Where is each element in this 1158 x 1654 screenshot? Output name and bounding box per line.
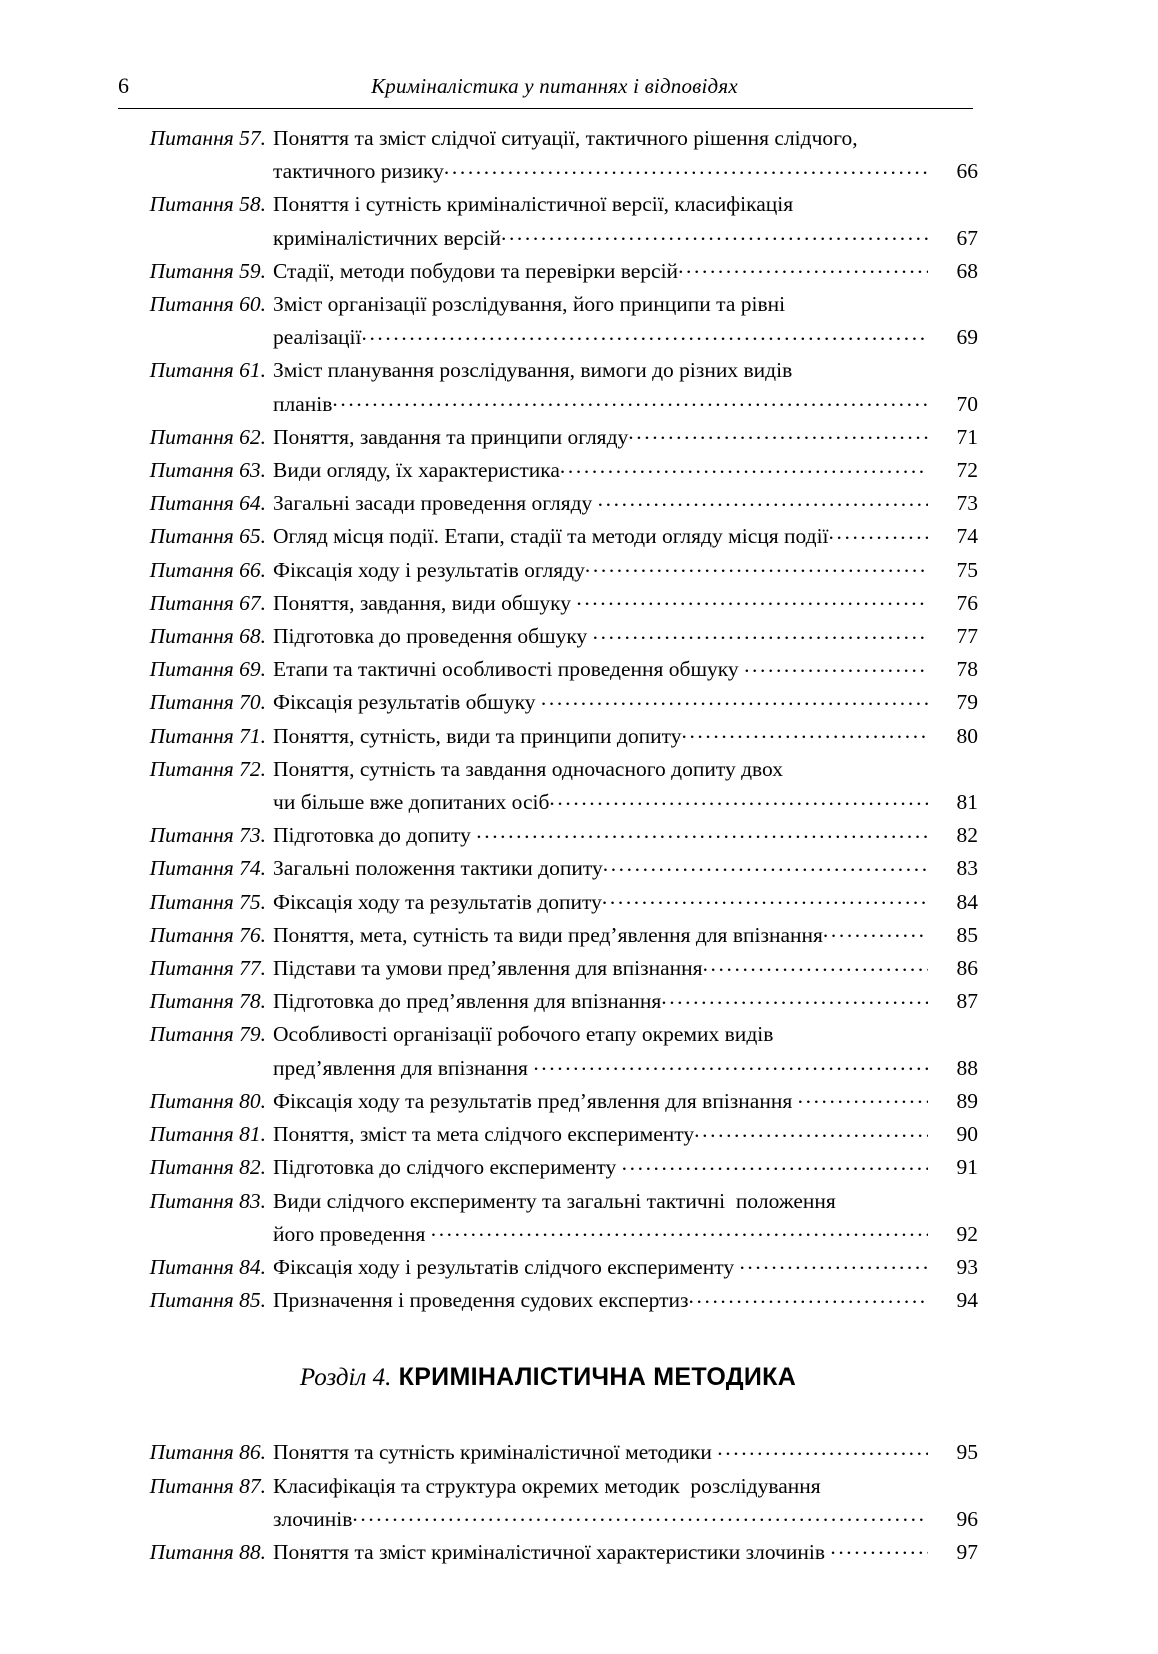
- toc-entry-page-number: 71: [956, 424, 978, 449]
- toc-entry-title: Етапи та тактичні особливості проведення обшуку: [273, 657, 745, 682]
- toc-entry-line-continuation: [118, 155, 978, 188]
- toc-entry-line-continuation: [118, 321, 978, 354]
- toc-entry-page-number: 91: [956, 1155, 978, 1180]
- toc-entry-title: Фіксація ходу та результатів допиту: [273, 889, 602, 914]
- toc-entry-label: Питання 69.: [149, 657, 266, 682]
- toc-entry-page-number: 95: [956, 1440, 978, 1465]
- toc-dot-leader: [689, 1286, 928, 1308]
- toc-entry-label: Питання 70.: [149, 690, 266, 715]
- toc-dot-leader: [585, 555, 928, 577]
- toc-entry[interactable]: [118, 421, 978, 454]
- toc-dot-leader: [798, 1086, 928, 1108]
- toc-entry[interactable]: [118, 1085, 978, 1118]
- toc-entry-line-continuation: [118, 786, 978, 819]
- toc-entry-line-continuation: [118, 1218, 978, 1251]
- toc-entry-line-first: [118, 1085, 978, 1118]
- toc-entry-title: Стадії, методи побудови та перевірки версій: [273, 258, 679, 283]
- toc-entry-line-continuation: [118, 222, 978, 255]
- toc-entry[interactable]: [118, 487, 978, 520]
- toc-entry-page-number: 87: [956, 989, 978, 1014]
- toc-entry[interactable]: [118, 188, 978, 254]
- toc-entry-title: Підготовка до пред’явлення для впізнання: [273, 989, 662, 1014]
- toc-entry-line-first: [118, 188, 978, 221]
- toc-entry-title: Поняття, зміст та мета слідчого експерименту: [273, 1122, 695, 1147]
- toc-dot-leader: [628, 422, 928, 444]
- toc-entry-label: Питання 68.: [149, 624, 266, 649]
- toc-dot-leader: [603, 854, 928, 876]
- toc-entry[interactable]: [118, 554, 978, 587]
- toc-entry-title: Види огляду, їх характеристика: [273, 458, 560, 483]
- table-of-contents: [118, 122, 978, 1569]
- toc-entry-line-first: [118, 852, 978, 885]
- toc-entry-label: Питання 73.: [149, 823, 266, 848]
- toc-entry-title: Огляд місця події. Етапи, стадії та методи огляду місця події: [273, 524, 829, 549]
- toc-entry-label: Питання 65.: [149, 524, 266, 549]
- toc-entry-title: чи більше вже допитаних осіб: [273, 790, 550, 815]
- toc-entry-label: Питання 60.: [149, 292, 266, 317]
- toc-dot-leader: [829, 522, 928, 544]
- toc-entry-label: Питання 67.: [149, 590, 266, 615]
- toc-dot-leader: [476, 821, 928, 843]
- toc-entry-page-number: 78: [956, 657, 978, 682]
- toc-entry-label: Питання 61.: [149, 358, 266, 383]
- toc-entry-line-first: [118, 454, 978, 487]
- toc-entry-line-first: [118, 1470, 978, 1503]
- toc-dot-leader: [681, 721, 928, 743]
- toc-entry-label: Питання 63.: [149, 458, 266, 483]
- toc-entry[interactable]: [118, 753, 978, 819]
- toc-entry-title: Фіксація ходу та результатів пред’явлення для впізнання: [273, 1088, 798, 1113]
- toc-entry-label: Питання 84.: [149, 1254, 266, 1279]
- toc-entry[interactable]: [118, 1018, 978, 1084]
- toc-dot-leader: [744, 655, 928, 677]
- toc-entry-title: Підстави та умови пред’явлення для впізнання: [273, 956, 703, 981]
- toc-entry-page-number: 90: [956, 1122, 978, 1147]
- toc-entry-line-first: [118, 819, 978, 852]
- toc-dot-leader: [444, 157, 928, 179]
- toc-entry-page-number: 70: [956, 391, 978, 416]
- toc-entry-line-first: [118, 620, 978, 653]
- toc-entry[interactable]: [118, 1151, 978, 1184]
- toc-dot-leader: [661, 987, 928, 1009]
- toc-entry-page-number: 97: [956, 1539, 978, 1564]
- toc-entry-title: Поняття та зміст слідчої ситуації, тактичного рішення слідчого,: [273, 126, 858, 150]
- toc-dot-leader: [622, 1153, 928, 1175]
- toc-entry-title: Загальні положення тактики допиту: [273, 856, 603, 881]
- toc-entry-label: Питання 71.: [149, 723, 266, 748]
- toc-entry-title: Особливості організації робочого етапу окремих видів: [273, 1022, 774, 1047]
- toc-dot-leader: [678, 256, 928, 278]
- chapter-heading-prefix: Розділ 4.: [299, 1364, 392, 1392]
- toc-entry[interactable]: [118, 454, 978, 487]
- toc-entry-page-number: 89: [956, 1088, 978, 1113]
- toc-entry-label: Питання 82.: [149, 1155, 266, 1180]
- toc-entry[interactable]: [118, 1436, 978, 1469]
- toc-entry-page-number: 77: [956, 624, 978, 649]
- toc-entry-line-first: [118, 753, 978, 786]
- toc-entry-page-number: 85: [956, 922, 978, 947]
- toc-entry-page-number: 83: [956, 856, 978, 881]
- toc-entry-title: його проведення: [273, 1221, 431, 1246]
- toc-entry-label: Питання 83.: [149, 1188, 266, 1213]
- toc-entry-title: Поняття і сутність криміналістичної версії, класифікація: [273, 192, 794, 217]
- toc-entry[interactable]: [118, 952, 978, 985]
- toc-entry-title: Види слідчого експерименту та загальні тактичні положення: [273, 1188, 836, 1213]
- toc-entry-label: Питання 76.: [149, 922, 266, 947]
- toc-dot-leader: [593, 622, 928, 644]
- toc-entry-page-number: 96: [956, 1506, 978, 1531]
- toc-entry-label: Питання 81.: [149, 1122, 266, 1147]
- toc-entry[interactable]: [118, 985, 978, 1018]
- toc-entry[interactable]: [118, 1185, 978, 1251]
- toc-entry-title: Поняття та сутність криміналістичної методики: [273, 1440, 718, 1465]
- toc-entry-label: Питання 66.: [149, 557, 266, 582]
- toc-entry-label: Питання 87.: [149, 1473, 266, 1498]
- toc-entry-line-continuation: [118, 1503, 978, 1536]
- toc-dot-leader: [332, 389, 928, 411]
- toc-entry-line-first: [118, 686, 978, 719]
- toc-entry-page-number: 76: [956, 590, 978, 615]
- toc-entry-page-number: 67: [956, 225, 978, 250]
- toc-entry-line-continuation: [118, 1052, 978, 1085]
- toc-entry-line-continuation: [118, 388, 978, 421]
- toc-entry-page-number: 86: [956, 956, 978, 981]
- toc-entry-line-first: [118, 720, 978, 753]
- toc-section-methodology: [118, 1436, 978, 1569]
- toc-entry-line-first: [118, 354, 978, 387]
- toc-entry-label: Питання 77.: [149, 956, 266, 981]
- toc-dot-leader: [703, 954, 928, 976]
- toc-entry-title: Фіксація ходу і результатів огляду: [273, 557, 585, 582]
- toc-entry[interactable]: [118, 886, 978, 919]
- toc-dot-leader: [717, 1438, 928, 1460]
- toc-entry[interactable]: [118, 288, 978, 354]
- toc-dot-leader: [576, 588, 928, 610]
- toc-entry[interactable]: [118, 1284, 978, 1317]
- toc-entry-title: криміналістичних версій: [273, 225, 501, 250]
- toc-dot-leader: [739, 1252, 928, 1274]
- toc-entry-title: тактичного ризику: [273, 159, 444, 184]
- toc-entry-line-first: [118, 1436, 978, 1469]
- toc-entry-label: Питання 79.: [149, 1022, 266, 1047]
- toc-entry-label: Питання 86.: [149, 1440, 266, 1465]
- toc-entry[interactable]: [118, 852, 978, 885]
- toc-entry-label: Питання 75.: [149, 889, 266, 914]
- toc-entry-line-first: [118, 487, 978, 520]
- toc-entry-title: реалізації: [273, 325, 362, 350]
- toc-entry-title: Поняття, мета, сутність та види пред’явлення для впізнання: [273, 922, 823, 947]
- toc-entry-line-first: [118, 952, 978, 985]
- toc-entry[interactable]: [118, 255, 978, 288]
- toc-entry-page-number: 79: [956, 690, 978, 715]
- toc-entry-page-number: 73: [956, 491, 978, 516]
- toc-dot-leader: [501, 223, 928, 245]
- toc-entry-line-first: [118, 255, 978, 288]
- toc-dot-leader: [352, 1504, 928, 1526]
- toc-entry-page-number: 66: [956, 159, 978, 184]
- toc-entry[interactable]: [118, 620, 978, 653]
- toc-entry-line-first: [118, 587, 978, 620]
- running-header: [118, 74, 973, 110]
- toc-entry-line-first: [118, 919, 978, 952]
- toc-entry[interactable]: [118, 720, 978, 753]
- toc-entry[interactable]: [118, 354, 978, 420]
- toc-dot-leader: [823, 920, 928, 942]
- toc-entry-title: Поняття, завдання, види обшуку: [273, 590, 577, 615]
- toc-entry-line-first: [118, 1118, 978, 1151]
- toc-entry[interactable]: [118, 653, 978, 686]
- toc-entry-title: Підготовка до проведення обшуку: [273, 624, 593, 649]
- toc-entry-title: Призначення і проведення судових експертиз: [273, 1288, 689, 1313]
- toc-entry[interactable]: [118, 520, 978, 553]
- toc-entry-page-number: 84: [956, 889, 978, 914]
- toc-entry-label: Питання 64.: [149, 491, 266, 516]
- toc-entry[interactable]: [118, 587, 978, 620]
- toc-entry-label: Питання 62.: [149, 424, 266, 449]
- toc-entry-line-first: [118, 886, 978, 919]
- toc-entry-label: Питання 80.: [149, 1088, 266, 1113]
- toc-dot-leader: [598, 489, 928, 511]
- toc-entry-line-first: [118, 1536, 978, 1569]
- toc-entry-title: Підготовка до слідчого експерименту: [273, 1155, 622, 1180]
- toc-entry-line-first: [118, 985, 978, 1018]
- toc-entry-title: Фіксація результатів обшуку: [273, 690, 541, 715]
- toc-entry-title: Поняття, сутність та завдання одночасного допиту двох: [273, 756, 783, 781]
- toc-entry-page-number: 68: [956, 258, 978, 283]
- toc-entry-title: Зміст організації розслідування, його принципи та рівні: [273, 292, 786, 317]
- toc-entry-line-first: [118, 653, 978, 686]
- chapter-heading-title-text: КРИМІНАЛІСТИЧНА МЕТОДИКА: [398, 1363, 797, 1392]
- toc-dot-leader: [549, 788, 928, 810]
- toc-entry[interactable]: [118, 1470, 978, 1536]
- toc-entry-line-first: [118, 1284, 978, 1317]
- toc-entry-title: Загальні засади проведення огляду: [273, 491, 598, 516]
- toc-entry-title: Зміст планування розслідування, вимоги до різних видів: [273, 358, 793, 383]
- toc-dot-leader: [560, 456, 928, 478]
- toc-entry-title: Фіксація ходу і результатів слідчого експерименту: [273, 1254, 740, 1279]
- toc-entry-title: Поняття, сутність, види та принципи допиту: [273, 723, 682, 748]
- toc-entry-line-first: [118, 421, 978, 454]
- toc-entry-label: Питання 58.: [149, 192, 266, 217]
- toc-entry[interactable]: [118, 1118, 978, 1151]
- toc-dot-leader: [533, 1053, 928, 1075]
- toc-entry-page-number: 88: [956, 1055, 978, 1080]
- chapter-heading: [118, 1363, 978, 1392]
- toc-entry-page-number: 69: [956, 325, 978, 350]
- toc-entry-label: Питання 78.: [149, 989, 266, 1014]
- toc-entry-label: Питання 57.: [149, 126, 266, 150]
- toc-entry-line-first: [118, 1185, 978, 1218]
- toc-entry-label: Питання 59.: [149, 258, 266, 283]
- toc-dot-leader: [541, 688, 928, 710]
- toc-entry-label: Питання 74.: [149, 856, 266, 881]
- chapter-heading-title: [391, 1363, 398, 1391]
- running-title: Криміналістика у питаннях і відповідях: [371, 74, 738, 98]
- page-folio-number: 6: [118, 73, 129, 98]
- toc-entry-title: пред’явлення для впізнання: [273, 1055, 534, 1080]
- toc-entry-label: Питання 72.: [149, 756, 266, 781]
- toc-entry-title: планів: [273, 391, 333, 416]
- toc-section-tactics: [118, 122, 978, 1317]
- toc-entry-page-number: 80: [956, 723, 978, 748]
- toc-entry-line-first: [118, 520, 978, 553]
- toc-dot-leader: [602, 887, 928, 909]
- toc-entry-page-number: 92: [956, 1221, 978, 1246]
- toc-entry-page-number: 75: [956, 557, 978, 582]
- toc-entry-title: Поняття, завдання та принципи огляду: [273, 424, 629, 449]
- toc-entry[interactable]: [118, 686, 978, 719]
- toc-dot-leader: [830, 1537, 928, 1559]
- toc-dot-leader: [694, 1120, 928, 1142]
- toc-entry-line-first: [118, 1151, 978, 1184]
- toc-entry-title: Підготовка до допиту: [273, 823, 477, 848]
- toc-entry-line-first: [118, 1251, 978, 1284]
- toc-entry-page-number: 82: [956, 823, 978, 848]
- toc-entry-line-first: [118, 122, 978, 155]
- toc-dot-leader: [361, 323, 928, 345]
- toc-entry-label: Питання 88.: [149, 1539, 266, 1564]
- toc-entry-line-first: [118, 288, 978, 321]
- toc-entry-page-number: 72: [956, 458, 978, 483]
- toc-entry-label: Питання 85.: [149, 1288, 266, 1313]
- toc-entry[interactable]: [118, 819, 978, 852]
- header-divider-rule: [118, 108, 973, 109]
- toc-entry[interactable]: [118, 122, 978, 188]
- toc-entry-page-number: 81: [956, 790, 978, 815]
- toc-entry-title: Поняття та зміст криміналістичної характеристики злочинів: [273, 1539, 831, 1564]
- toc-entry-title: злочинів: [273, 1506, 353, 1531]
- toc-entry[interactable]: [118, 919, 978, 952]
- toc-entry-line-first: [118, 1018, 978, 1051]
- toc-entry[interactable]: [118, 1536, 978, 1569]
- toc-entry-page-number: 74: [956, 524, 978, 549]
- toc-entry-title: Класифікація та структура окремих методик розслідування: [273, 1473, 821, 1498]
- toc-entry[interactable]: [118, 1251, 978, 1284]
- toc-entry-line-first: [118, 554, 978, 587]
- toc-entry-page-number: 93: [956, 1254, 978, 1279]
- toc-dot-leader: [431, 1219, 928, 1241]
- toc-entry-page-number: 94: [956, 1288, 978, 1313]
